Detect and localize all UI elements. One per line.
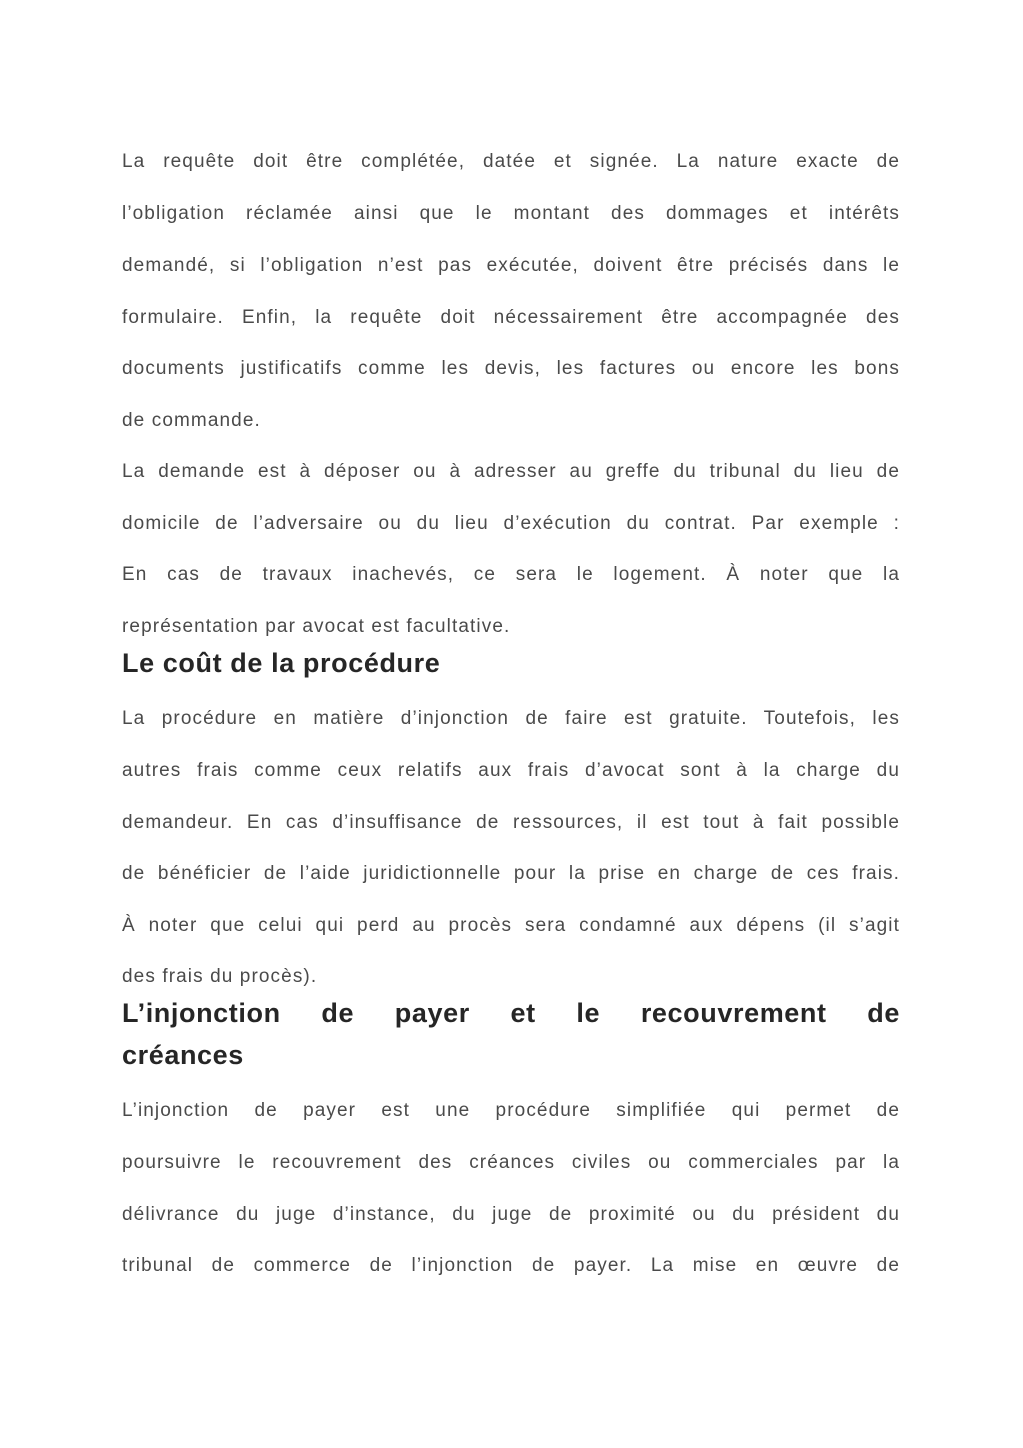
paragraph-line: demandeur. En cas d’insuffisance de ressources, il est tout à fait possible <box>122 812 900 833</box>
paragraph-line: autres frais comme ceux relatifs aux frais d’avocat sont à la charge du <box>122 760 900 781</box>
section-heading-cout: Le coût de la procédure <box>122 648 441 678</box>
paragraph-line: délivrance du juge d’instance, du juge de proximité ou du président du <box>122 1204 900 1225</box>
paragraph-line: L’injonction de payer est une procédure simplifiée qui permet de <box>122 1100 900 1121</box>
paragraph-line: La procédure en matière d’injonction de faire est gratuite. Toutefois, les <box>122 708 900 729</box>
section-heading-injonction-line: L’injonction de payer et le recouvrement de <box>122 998 900 1028</box>
paragraph-line: domicile de l’adversaire ou du lieu d’exécution du contrat. Par exemple : <box>122 513 900 534</box>
paragraph-line: En cas de travaux inachevés, ce sera le logement. À noter que la <box>122 564 900 585</box>
paragraph-line: La demande est à déposer ou à adresser au greffe du tribunal du lieu de <box>122 461 900 482</box>
paragraph-line: poursuivre le recouvrement des créances civiles ou commerciales par la <box>122 1152 900 1173</box>
paragraph-line: de commande. <box>122 410 261 431</box>
paragraph-line: de bénéficier de l’aide juridictionnelle pour la prise en charge de ces frais. <box>122 863 900 884</box>
paragraph-line: documents justificatifs comme les devis, les factures ou encore les bons <box>122 358 900 379</box>
paragraph-line: demandé, si l’obligation n’est pas exécutée, doivent être précisés dans le <box>122 255 900 276</box>
paragraph-line: La requête doit être complétée, datée et signée. La nature exacte de <box>122 151 900 172</box>
section-heading-injonction-line: créances <box>122 1040 244 1070</box>
paragraph-line: représentation par avocat est facultative. <box>122 616 511 637</box>
paragraph-line: tribunal de commerce de l’injonction de payer. La mise en œuvre de <box>122 1255 900 1276</box>
paragraph-line: l’obligation réclamée ainsi que le montant des dommages et intérêts <box>122 203 900 224</box>
paragraph-line: formulaire. Enfin, la requête doit nécessairement être accompagnée des <box>122 307 900 328</box>
paragraph-line: À noter que celui qui perd au procès sera condamné aux dépens (il s’agit <box>122 915 900 936</box>
paragraph-line: des frais du procès). <box>122 966 318 987</box>
